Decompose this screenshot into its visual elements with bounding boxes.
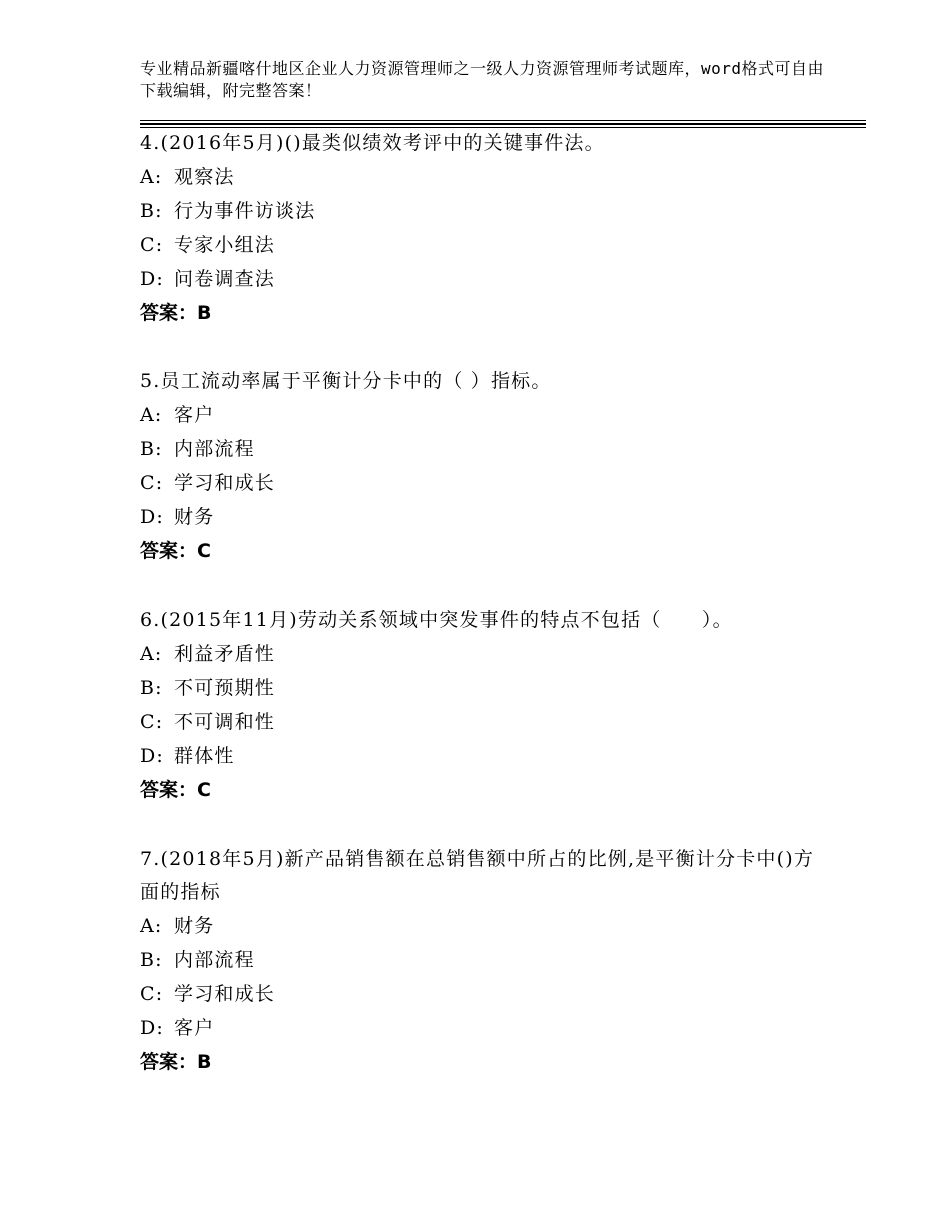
question-4 [140, 127, 820, 330]
option-text: 客户 [174, 1017, 215, 1039]
option-text: 利益矛盾性 [174, 643, 276, 665]
option-letter: C: [140, 711, 164, 733]
option-text: 财务 [174, 915, 215, 937]
option-text: 财务 [174, 506, 215, 528]
option-text: 客户 [174, 404, 215, 426]
option-letter: B: [140, 200, 163, 222]
option-text: 专家小组法 [174, 234, 276, 256]
option-d [140, 1011, 820, 1045]
option-letter: D: [140, 745, 165, 767]
question-text: 7.(2018年5月)新产品销售额在总销售额中所占的比例,是平衡计分卡中()方面的指标 [140, 848, 815, 903]
option-c [140, 228, 820, 262]
option-letter: D: [140, 506, 165, 528]
option-letter: D: [140, 1017, 165, 1039]
option-text: 不可预期性 [174, 677, 276, 699]
option-d [140, 739, 820, 773]
option-a [140, 909, 820, 943]
option-letter: A: [140, 915, 163, 937]
question-text: 5.员工流动率属于平衡计分卡中的（ ）指标。 [140, 370, 552, 392]
answer-line: 答案：C [140, 540, 211, 562]
header-rule-top [140, 120, 866, 121]
option-text: 内部流程 [174, 438, 255, 460]
option-text: 内部流程 [174, 949, 255, 971]
option-letter: C: [140, 983, 164, 1005]
option-b [140, 194, 820, 228]
option-letter: A: [140, 643, 163, 665]
option-text: 不可调和性 [174, 711, 276, 733]
option-c [140, 466, 820, 500]
option-text: 观察法 [174, 166, 235, 188]
option-b [140, 432, 820, 466]
option-a [140, 398, 820, 432]
option-b [140, 671, 820, 705]
question-6 [140, 604, 820, 807]
option-text: 问卷调查法 [174, 268, 276, 290]
question-7 [140, 843, 820, 1079]
answer-line: 答案：B [140, 1051, 212, 1073]
question-5 [140, 365, 820, 568]
option-text: 群体性 [174, 745, 235, 767]
question-text: 4.(2016年5月)()最类似绩效考评中的关键事件法。 [140, 132, 605, 154]
option-d [140, 262, 820, 296]
option-text: 学习和成长 [174, 983, 276, 1005]
option-d [140, 500, 820, 534]
option-letter: B: [140, 677, 163, 699]
option-letter: D: [140, 268, 165, 290]
option-b [140, 943, 820, 977]
option-text: 学习和成长 [174, 472, 276, 494]
document-header: 专业精品新疆喀什地区企业人力资源管理师之一级人力资源管理师考试题库，word格式可自由下载编辑，附完整答案！ [140, 59, 825, 100]
option-letter: B: [140, 949, 163, 971]
option-text: 行为事件访谈法 [174, 200, 316, 222]
answer-line: 答案：C [140, 779, 211, 801]
option-letter: A: [140, 166, 163, 188]
option-letter: A: [140, 404, 163, 426]
option-letter: C: [140, 472, 164, 494]
option-c [140, 705, 820, 739]
option-a [140, 160, 820, 194]
answer-line: 答案：B [140, 302, 212, 324]
option-a [140, 637, 820, 671]
question-text: 6.(2015年11月)劳动关系领域中突发事件的特点不包括（ ）。 [140, 609, 733, 631]
option-letter: C: [140, 234, 164, 256]
header-rule-middle [140, 123, 866, 125]
option-letter: B: [140, 438, 163, 460]
option-c [140, 977, 820, 1011]
